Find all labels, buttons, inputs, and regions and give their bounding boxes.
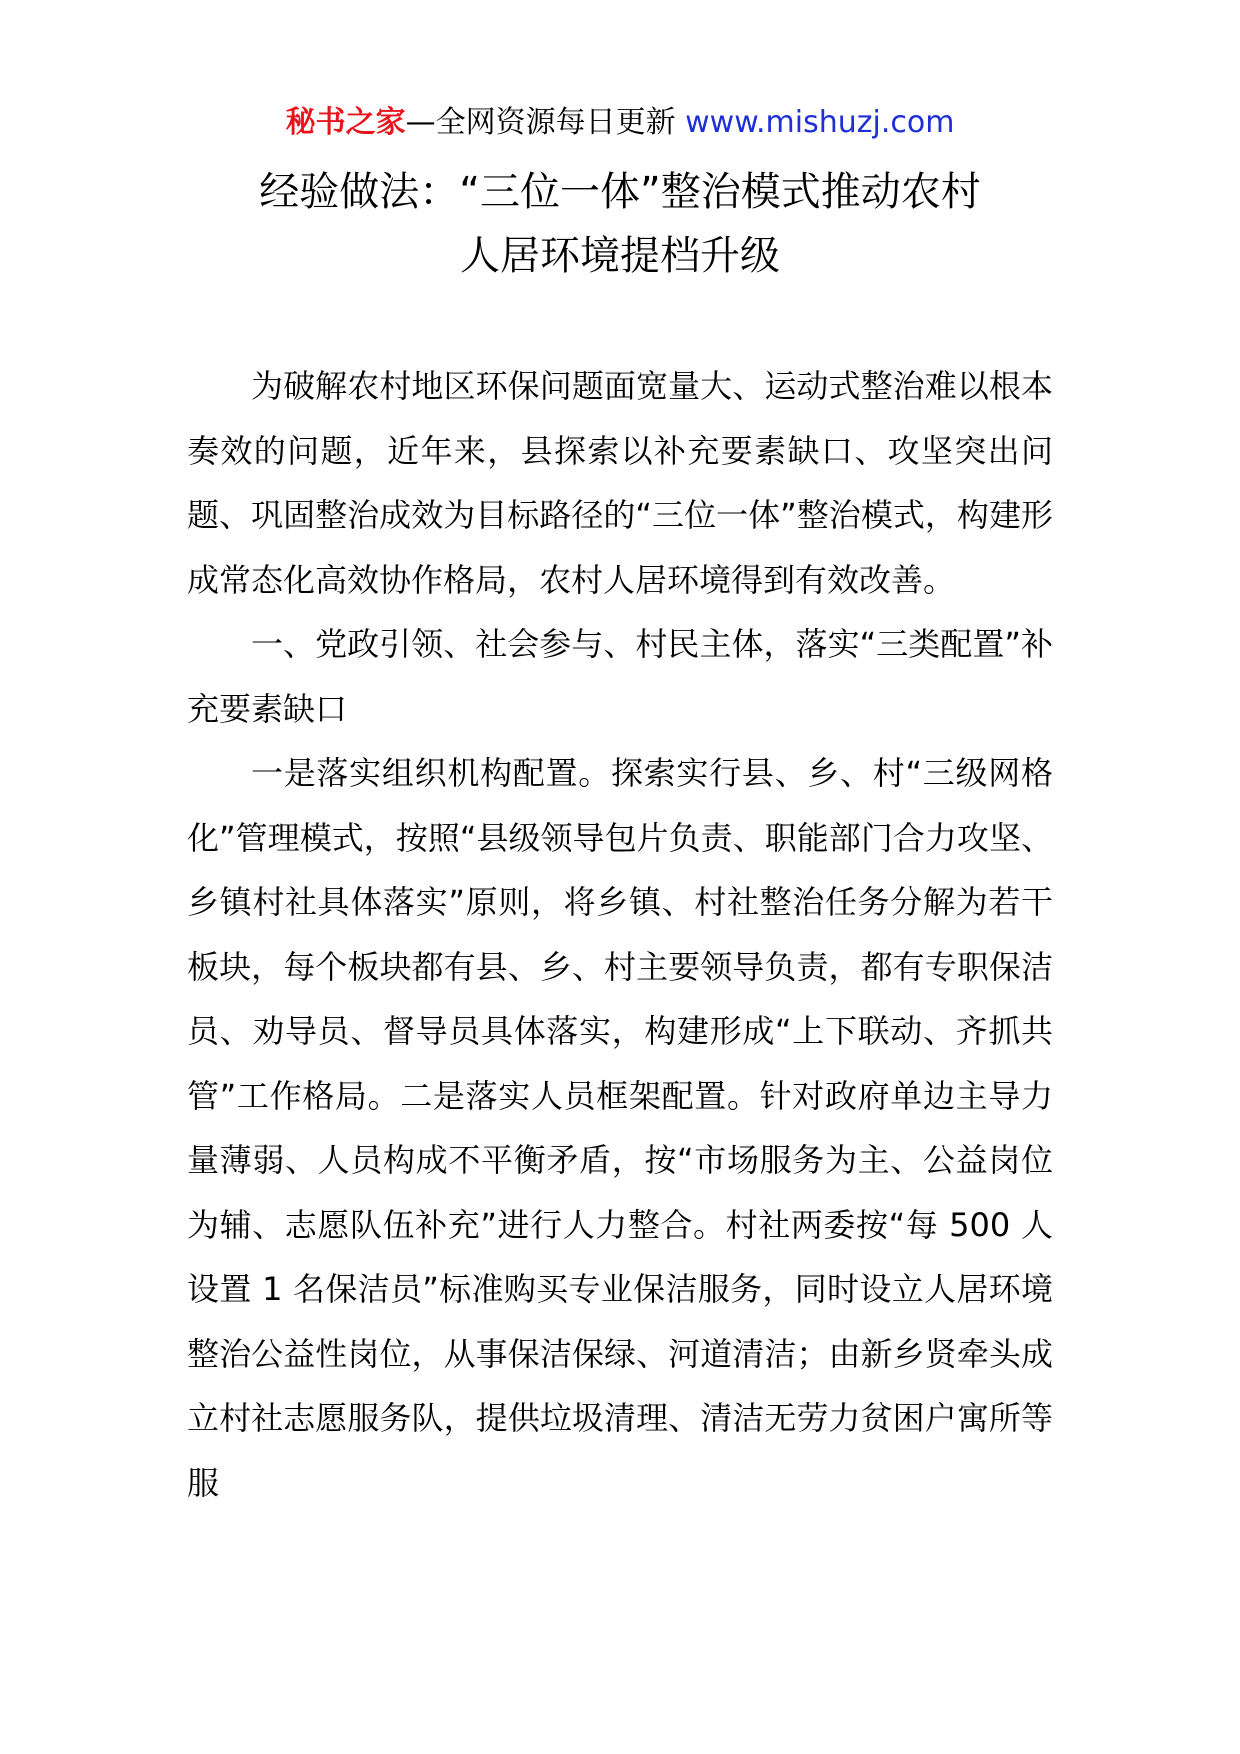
- header-tagline: —全网资源每日更新: [405, 105, 676, 140]
- document-body: [187, 354, 1053, 1515]
- paragraph-section-1: 一是落实组织机构配置。探索实行县、乡、村“三级网格化”管理模式，按照“县级领导包片负责、职能部门合力攻坚、乡镇村社具体落实”原则，将乡镇、村社整治任务分解为若干板块，每个板块都有县、乡、村主要领导负责，都有专职保洁员、劝导员、督导员具体落实，构建形成“上下联动、齐抓共管”工作格局。二是落实人员框架配置。针对政府单边主导力量薄弱、人员构成不平衡矛盾，按“市场服务为主、公益岗位为辅、志愿队伍补充”进行人力整合。村社两委按“每 500 人设置 1 名保洁员”标准购买专业保洁服务，同时设立人居环境整治公益性岗位，从事保洁保绿、河道清洁；由新乡贤牵头成立村社志愿服务队，提供垃圾清理、清洁无劳力贫困户寓所等服: [187, 754, 1053, 1502]
- brand-name: 秘书之家: [285, 105, 406, 140]
- title-line-2: 人居环境提档升级: [460, 233, 780, 279]
- site-url-link[interactable]: www.mishuzj.com: [685, 105, 955, 140]
- document-title: [140, 160, 1100, 288]
- title-line-1: 经验做法：“三位一体”整治模式推动农村: [259, 169, 981, 215]
- paragraph-intro: 为破解农村地区环保问题面宽量大、运动式整治难以根本奏效的问题，近年来，县探索以补充要素缺口、攻坚突出问题、巩固整治成效为目标路径的“三位一体”整治模式，构建形成常态化高效协作格局，农村人居环境得到有效改善。: [187, 367, 1053, 599]
- section-heading-1: 一、党政引领、社会参与、村民主体，落实“三类配置”补充要素缺口: [187, 625, 1053, 728]
- site-header: [0, 100, 1240, 146]
